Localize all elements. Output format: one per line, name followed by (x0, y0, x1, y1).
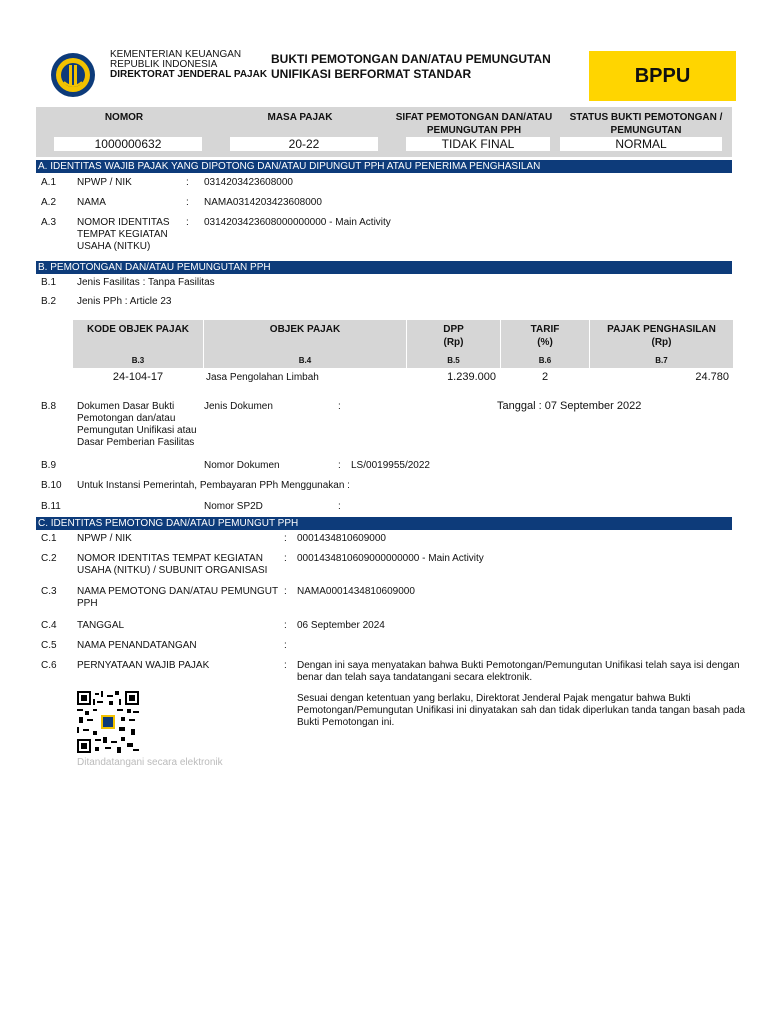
row-label-line: NOMOR IDENTITAS TEMPAT KEGIATAN (77, 553, 263, 564)
ministry-line: REPUBLIK INDONESIA (110, 59, 218, 70)
row-code: C.4 (41, 620, 57, 631)
row-label-line: PPH (77, 598, 98, 609)
row-label-line: USAHA (NITKU) (77, 241, 151, 252)
djp-logo-icon (50, 52, 96, 98)
status-column (560, 107, 732, 157)
row-code: C.2 (41, 553, 57, 564)
table-header-dpp (407, 320, 500, 368)
table-header-code: B.7 (655, 356, 668, 365)
nomor-value: 1000000632 (54, 137, 202, 151)
colon: : (186, 177, 189, 188)
table-header-pph (590, 320, 733, 368)
colon: : (338, 501, 341, 512)
table-header-title: OBJEK PAJAK (269, 324, 341, 335)
pernyataan-line: benar dan telah saya tandatangani secara elektronik. (297, 672, 533, 683)
ketentuan-line: Bukti Pemotongan ini. (297, 717, 395, 728)
b8-label-line: Dokumen Dasar Bukti (77, 401, 175, 412)
table-header-line: TARIF (530, 324, 560, 335)
table-header-code: B.5 (447, 356, 460, 365)
table-header-objek (204, 320, 406, 368)
row-code: B.1 (41, 277, 57, 288)
row-label (77, 553, 267, 577)
row-code: B.11 (41, 501, 61, 512)
nomor-column (36, 107, 212, 157)
pernyataan-text (297, 660, 740, 684)
masa-pajak-label: MASA PAJAK (267, 112, 333, 123)
row-code: B.9 (41, 460, 57, 471)
b8-label-line: Pemotongan dan/atau (77, 413, 176, 424)
table-header-line: (Rp) (443, 337, 464, 348)
row-code: B.10 (41, 480, 62, 491)
colon: : (284, 620, 287, 631)
table-header-title: KODE OBJEK PAJAK (86, 324, 190, 335)
tarif-value: 2 (541, 371, 549, 383)
row-label: NAMA PENANDATANGAN (77, 640, 197, 651)
ketentuan-line: Sesuai dengan ketentuan yang berlaku, Direktorat Jenderal Pajak mengatur bahwa Bukti (297, 693, 691, 704)
sifat-label-line: PEMUNGUTAN PPH (426, 125, 522, 136)
table-header-kode (73, 320, 203, 368)
row-code: C.1 (41, 533, 57, 544)
row-code: B.2 (41, 296, 57, 307)
colon: : (284, 660, 287, 671)
colon: : (338, 460, 341, 471)
masa-pajak-column (212, 107, 388, 157)
row-code: B.8 (41, 401, 57, 412)
status-value: NORMAL (560, 137, 722, 151)
table-header-line: PAJAK PENGHASILAN (607, 324, 716, 335)
row-label: NAMA (77, 197, 106, 208)
npwp-value: 0314203423608000 (204, 177, 293, 188)
ministry-line: KEMENTERIAN KEUANGAN (110, 49, 242, 60)
status-label-line: STATUS BUKTI PEMOTONGAN / (569, 112, 723, 123)
nomor-dokumen-label: Nomor Dokumen (204, 460, 280, 471)
row-label: NPWP / NIK (77, 177, 132, 188)
dpp-value: 1.239.000 (447, 371, 496, 383)
colon: : (186, 197, 189, 208)
row-code: A.2 (41, 197, 57, 208)
row-label: TANGGAL (77, 620, 125, 631)
table-header-title (407, 323, 500, 349)
colon: : (284, 533, 287, 544)
sifat-label-line: SIFAT PEMOTONGAN DAN/ATAU (395, 112, 553, 123)
table-header-line: (Rp) (651, 337, 672, 348)
sifat-column (388, 107, 560, 157)
b8-label-line: Pemungutan Unifikasi atau (77, 425, 197, 436)
tanggal-dokumen: Tanggal : 07 September 2022 (497, 400, 642, 412)
row-code: C.6 (41, 660, 57, 671)
row-label: NPWP / NIK (77, 533, 132, 544)
row-label: PERNYATAAN WAJIB PAJAK (77, 660, 210, 671)
section-c-title: C. IDENTITAS PEMOTONG DAN/ATAU PEMUNGUT PPH (36, 517, 732, 530)
row-code: C.3 (41, 586, 57, 597)
document-title-line: BUKTI PEMOTONGAN DAN/ATAU PEMUNGUTAN (271, 52, 551, 66)
section-a-title: A. IDENTITAS WAJIB PAJAK YANG DIPOTONG DAN/ATAU DIPUNGUT PPH ATAU PENERIMA PENGHASILAN (36, 160, 732, 173)
table-header-line: (%) (537, 337, 553, 348)
row-code: A.1 (41, 177, 57, 188)
table-header-title (501, 323, 589, 349)
row-label-line: NAMA PEMOTONG DAN/ATAU PEMUNGUT (77, 586, 279, 597)
qr-code-icon (77, 691, 139, 753)
document-type-badge: BPPU (589, 51, 736, 101)
pemotong-nitku-value: 0001434810609000000000 - Main Activity (297, 553, 484, 564)
jenis-pph: Jenis PPh : Article 23 (77, 296, 172, 307)
pph-value: 24.780 (695, 371, 729, 383)
jenis-dokumen-label: Jenis Dokumen (204, 401, 273, 412)
pemotong-nama-value: NAMA0001434810609000 (297, 586, 415, 597)
table-header-title (590, 323, 733, 349)
ketentuan-line: Pemotongan/Pemungutan Unifikasi ini dinyatakan sah dan tidak diperlukan tanda tangan basah pada (297, 705, 746, 716)
section-b-title: B. PEMOTONGAN DAN/ATAU PEMUNGUTAN PPH (36, 261, 732, 274)
summary-strip (36, 107, 732, 157)
status-label-line: PEMUNGUTAN (610, 125, 682, 136)
document-title (271, 52, 551, 82)
colon: : (338, 401, 341, 412)
nama-value: NAMA0314203423608000 (204, 197, 322, 208)
row-code: C.5 (41, 640, 57, 651)
signed-electronically-text: Ditandatangani secara elektronik (77, 757, 223, 768)
objek-pajak-value: Jasa Pengolahan Limbah (206, 372, 319, 383)
row-label (77, 217, 170, 253)
sifat-label (388, 111, 560, 137)
nomor-dokumen-value: LS/0019955/2022 (351, 460, 430, 471)
b8-label-line: Dasar Pemberian Fasilitas (77, 437, 195, 448)
ministry-line: DIREKTORAT JENDERAL PAJAK (110, 69, 268, 80)
jenis-fasilitas: Jenis Fasilitas : Tanpa Fasilitas (77, 277, 215, 288)
table-header-code: B.4 (298, 356, 312, 365)
instansi-pemerintah-text: Untuk Instansi Pemerintah, Pembayaran PPh Menggunakan : (77, 480, 350, 491)
colon: : (186, 217, 189, 228)
colon: : (284, 586, 287, 597)
tanggal-value: 06 September 2024 (297, 620, 385, 631)
table-header-code: B.3 (131, 356, 145, 365)
nomor-label: NOMOR (104, 112, 144, 123)
masa-pajak-value: 20-22 (230, 137, 378, 151)
table-header-code: B.6 (538, 356, 552, 365)
row-label-line: USAHA (NITKU) / SUBUNIT ORGANISASI (77, 565, 268, 576)
b8-label (77, 401, 197, 449)
colon: : (284, 553, 287, 564)
pemotong-npwp-value: 0001434810609000 (297, 533, 386, 544)
row-label-line: NOMOR IDENTITAS (77, 217, 170, 228)
row-label (77, 586, 278, 610)
sifat-value: TIDAK FINAL (406, 137, 550, 151)
ministry-name (110, 50, 267, 80)
nitku-value: 0314203423608000000000 - Main Activity (204, 217, 391, 228)
nomor-sp2d-label: Nomor SP2D (204, 501, 263, 512)
kode-objek-value: 24-104-17 (112, 371, 164, 383)
table-header-tarif (501, 320, 589, 368)
pernyataan-line: Dengan ini saya menyatakan bahwa Bukti Pemotongan/Pemungutan Unifikasi telah saya isi dengan (297, 660, 740, 671)
document-title-line: UNIFIKASI BERFORMAT STANDAR (271, 67, 472, 81)
colon: : (284, 640, 287, 651)
status-label (560, 111, 732, 137)
ketentuan-text (297, 693, 745, 729)
row-code: A.3 (41, 217, 57, 228)
row-label-line: TEMPAT KEGIATAN (77, 229, 168, 240)
table-header-line: DPP (443, 324, 464, 335)
